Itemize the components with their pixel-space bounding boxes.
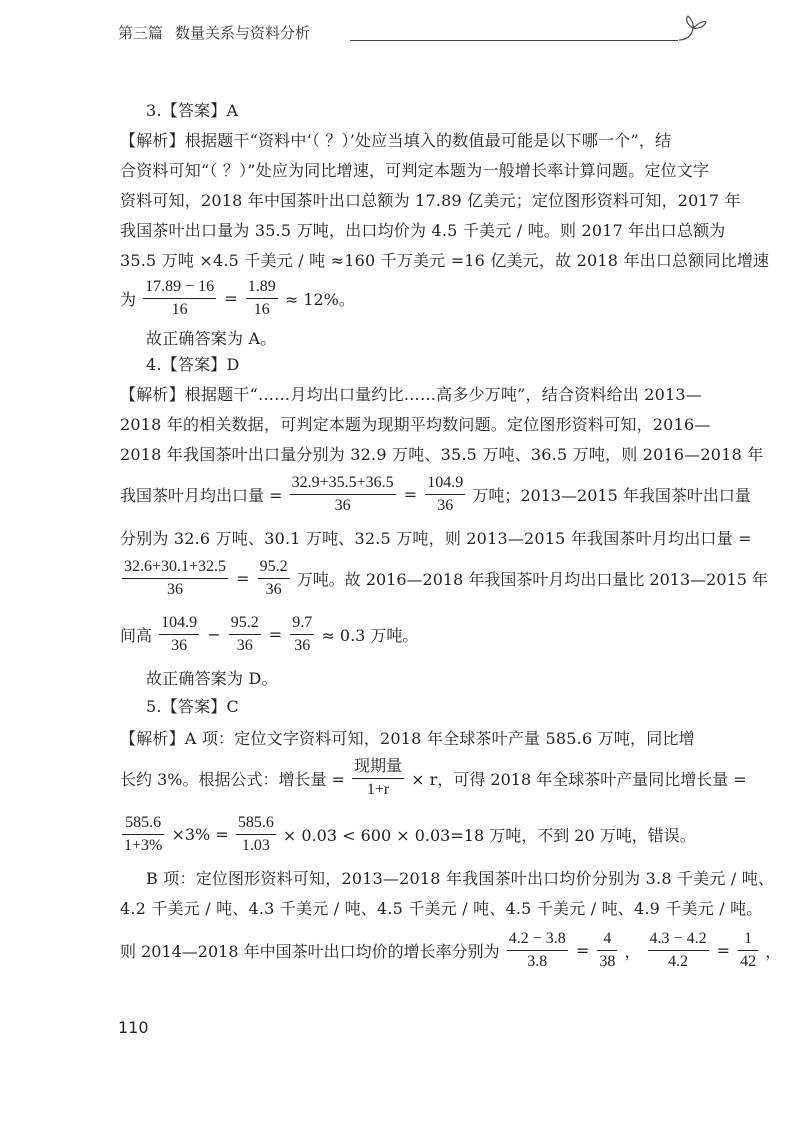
q4-answer-line: 4.【答案】D bbox=[146, 355, 240, 374]
fraction-numerator: 104.9 bbox=[425, 472, 465, 495]
header-rule bbox=[350, 40, 678, 41]
fraction-numerator: 585.6 bbox=[122, 812, 164, 835]
q4-formula-line-1 bbox=[120, 472, 751, 522]
fraction-numerator: 32.9+35.5+36.5 bbox=[290, 472, 396, 495]
fraction bbox=[258, 556, 290, 601]
fraction bbox=[425, 472, 465, 517]
fraction-denominator: 3.8 bbox=[527, 953, 548, 970]
q3-analysis-line: 35.5 万吨 ×4.5 千美元 / 吨 ≈160 千万美元 =16 亿美元，故 2018 年出口总额同比增速 bbox=[120, 251, 770, 270]
formula-prefix: 间高 bbox=[120, 626, 153, 645]
q3-analysis-line: 合资料可知“（ ？）”处应为同比增速，可判定本题为一般增长率计算问题。定位文字 bbox=[120, 161, 710, 180]
fraction bbox=[648, 928, 709, 973]
formula-prefix: 为 bbox=[120, 290, 137, 309]
formula-tail: ≈ 0.3 万吨。 bbox=[321, 626, 419, 645]
fraction-numerator: 9.7 bbox=[290, 612, 314, 635]
q5-b-line: 4.2 千美元 / 吨、4.3 千美元 / 吨、4.5 千美元 / 吨、4.5 千美元 / 吨、4.9 千美元 / 吨。 bbox=[120, 899, 763, 918]
fraction-denominator: 36 bbox=[334, 497, 351, 514]
fraction-numerator: 4.2 − 3.8 bbox=[507, 928, 568, 951]
fraction-denominator: 1.03 bbox=[241, 837, 270, 854]
fraction bbox=[290, 472, 396, 517]
fraction bbox=[597, 928, 617, 973]
q4-mid-line: 分别为 32.6 万吨、30.1 万吨、32.5 万吨，则 2013—2015 年我国茶叶月均出口量 = bbox=[120, 529, 752, 548]
q4-analysis-line: 2018 年的相关数据，可判定本题为现期平均数问题。定位图形资料可知，2016— bbox=[120, 415, 711, 434]
formula-tail: 万吨；2013—2015 年我国茶叶出口量 bbox=[472, 486, 751, 505]
fraction bbox=[122, 812, 164, 857]
fraction-numerator: 17.89 − 16 bbox=[143, 276, 216, 299]
minus-sign: − bbox=[207, 625, 221, 644]
fraction-numerator: 4 bbox=[597, 928, 617, 951]
q5-analysis-line: 【解析】A 项：定位文字资料可知，2018 年全球茶叶产量 585.6 万吨，同比增 bbox=[120, 729, 695, 748]
fraction-numerator: 1.89 bbox=[246, 276, 278, 299]
formula-prefix: 长约 3%。根据公式：增长量 = bbox=[120, 770, 345, 789]
equals-sign: = bbox=[268, 625, 283, 644]
sprout-icon bbox=[676, 10, 710, 44]
fraction bbox=[246, 276, 278, 321]
q3-analysis-line: 资料可知，2018 年中国茶叶出口总额为 17.89 亿美元；定位图形资料可知，2017 年 bbox=[120, 191, 741, 210]
fraction-numerator: 95.2 bbox=[258, 556, 290, 579]
fraction-denominator: 36 bbox=[437, 497, 454, 514]
header-part: 第三篇 bbox=[118, 24, 164, 42]
fraction bbox=[229, 612, 261, 657]
fraction-numerator: 95.2 bbox=[229, 612, 261, 635]
fraction bbox=[290, 612, 314, 657]
header-title bbox=[118, 22, 310, 43]
equals-sign: = bbox=[403, 485, 418, 504]
fraction-denominator: 1+3% bbox=[124, 837, 163, 854]
formula-mid: ×3% = bbox=[171, 825, 229, 844]
fraction-numerator: 1 bbox=[738, 928, 758, 951]
fraction-numerator: 585.6 bbox=[236, 812, 276, 835]
q4-formula-line-2 bbox=[120, 556, 768, 606]
fraction bbox=[122, 556, 228, 601]
q5-formula-line-3 bbox=[120, 928, 781, 978]
fraction-numerator: 104.9 bbox=[159, 612, 199, 635]
q3-answer-line: 3.【答案】A bbox=[146, 101, 239, 120]
fraction-denominator: 36 bbox=[236, 637, 253, 654]
fraction-denominator: 42 bbox=[740, 953, 757, 970]
fraction bbox=[143, 276, 216, 321]
q3-conclusion: 故正确答案为 A。 bbox=[146, 329, 277, 348]
formula-tail: × r，可得 2018 年全球茶叶产量同比增长量 = bbox=[411, 770, 747, 789]
fraction-denominator: 4.2 bbox=[668, 953, 689, 970]
fraction-numerator: 现期量 bbox=[352, 756, 404, 779]
q4-formula-line-3 bbox=[120, 612, 418, 662]
running-header bbox=[0, 0, 800, 56]
q4-analysis-line: 【解析】根据题干“……月均出口量约比……高多少万吨”，结合资料给出 2013— bbox=[120, 385, 702, 404]
equals-sign: = bbox=[236, 569, 250, 588]
fraction-denominator: 36 bbox=[171, 637, 188, 654]
q3-formula-line bbox=[120, 276, 355, 326]
formula-prefix: 我国茶叶月均出口量 = bbox=[120, 486, 283, 505]
fraction-denominator: 38 bbox=[599, 953, 616, 970]
fraction-denominator: 36 bbox=[294, 637, 311, 654]
formula-tail: × 0.03 < 600 × 0.03=18 万吨，不到 20 万吨，错误。 bbox=[282, 826, 696, 845]
fraction bbox=[738, 928, 758, 973]
q5-formula-line-2 bbox=[120, 812, 696, 862]
fraction bbox=[507, 928, 568, 973]
formula-prefix: 则 2014—2018 年中国茶叶出口均价的增长率分别为 bbox=[120, 942, 500, 961]
equals-sign: = bbox=[575, 941, 590, 960]
formula-tail: ， bbox=[765, 942, 782, 961]
fraction-denominator: 16 bbox=[253, 301, 270, 318]
equals-sign: = bbox=[716, 941, 731, 960]
fraction-denominator: 16 bbox=[171, 301, 188, 318]
q5-formula-line-1 bbox=[120, 756, 747, 806]
q5-b-line: B 项：定位图形资料可知，2013—2018 年我国茶叶出口均价分别为 3.8 千美元 / 吨、 bbox=[146, 869, 775, 888]
q4-analysis-line: 2018 年我国茶叶出口量分别为 32.9 万吨、35.5 万吨、36.5 万吨，则 2016—2018 年 bbox=[120, 445, 764, 464]
q4-conclusion: 故正确答案为 D。 bbox=[146, 669, 278, 688]
fraction-denominator: 36 bbox=[167, 581, 184, 598]
q5-answer-line: 5.【答案】C bbox=[146, 697, 239, 716]
formula-tail: ≈ 12%。 bbox=[284, 290, 355, 309]
header-section-title: 数量关系与资料分析 bbox=[175, 24, 311, 42]
fraction bbox=[159, 612, 199, 657]
q3-analysis-line: 我国茶叶出口量为 35.5 万吨，出口均价为 4.5 千美元 / 吨。则 2017 年出口总额为 bbox=[120, 221, 726, 240]
fraction-numerator: 32.6+30.1+32.5 bbox=[122, 556, 228, 579]
equals-sign: = bbox=[224, 289, 238, 308]
q3-analysis-line: 【解析】根据题干“资料中‘（ ？）’处应当填入的数值最可能是以下哪一个”，结 bbox=[120, 131, 672, 150]
formula-tail: 万吨。故 2016—2018 年我国茶叶月均出口量比 2013—2015 年 bbox=[296, 570, 768, 589]
page-number: 110 bbox=[118, 1018, 149, 1037]
fraction-denominator: 36 bbox=[265, 581, 282, 598]
fraction bbox=[352, 756, 404, 801]
fraction-numerator: 4.3 − 4.2 bbox=[648, 928, 709, 951]
fraction-denominator: 1+r bbox=[366, 781, 390, 798]
formula-separator: ， bbox=[624, 942, 641, 961]
fraction bbox=[236, 812, 276, 857]
